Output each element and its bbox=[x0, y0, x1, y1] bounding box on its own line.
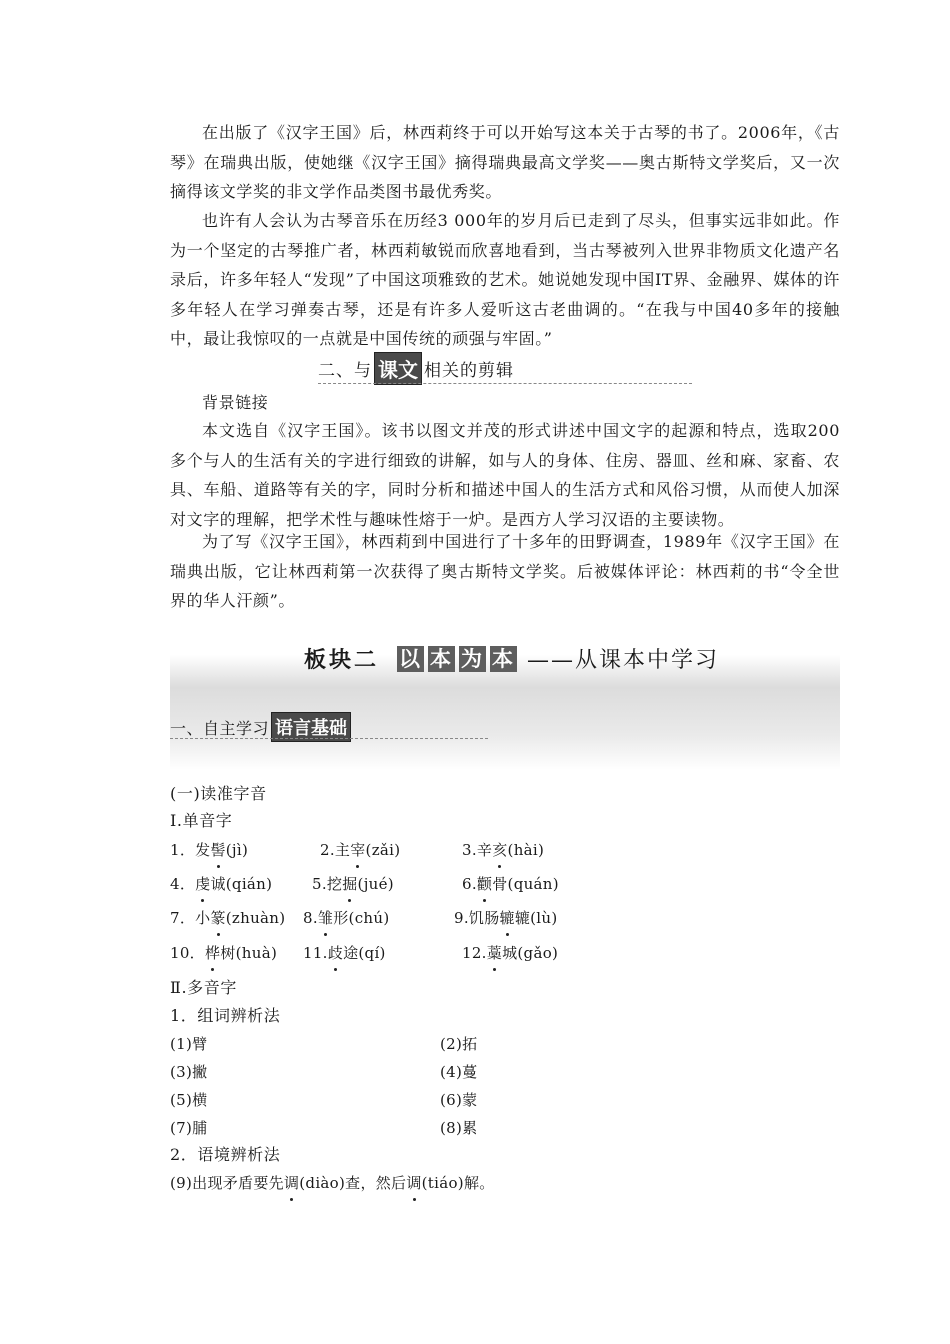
pinyin-item: 8.雏形(chú) bbox=[303, 906, 389, 930]
word-method-title: 1．组词辨析法 bbox=[170, 1006, 281, 1025]
self-study-underline bbox=[170, 738, 488, 739]
pinyin-item: 7．小篆(zhuàn) bbox=[170, 906, 285, 930]
title-chip: 本 bbox=[430, 645, 454, 671]
pinyin-item: 1．发髻(jì) bbox=[170, 838, 248, 862]
context-sentence: (9)出现矛盾要先调(diào)查，然后调(tiáo)解。 bbox=[170, 1171, 495, 1195]
block-title-rest: ——从课本中学习 bbox=[527, 648, 720, 673]
pinyin-item: 10．桦树(huà) bbox=[170, 941, 277, 965]
paragraph-guqin-publication: 在出版了《汉字王国》后，林西莉终于可以开始写这本关于古琴的书了。2006年，《古琴》在瑞典出版，使她继《汉字王国》摘得瑞典最高文学奖——奥古斯特文学奖后，又一次摘得该文学奖的非文学作品类图书最优秀奖。 bbox=[170, 123, 840, 201]
pinyin-item: 6.颧骨(quán) bbox=[462, 872, 559, 896]
multi-sound-title: Ⅱ.多音字 bbox=[170, 978, 237, 997]
pinyin-item: 12.藁城(gǎo) bbox=[462, 941, 558, 965]
section-heading-underline bbox=[318, 383, 692, 384]
title-chip: 以 bbox=[399, 645, 423, 671]
block-label: 板块二 bbox=[304, 647, 380, 673]
section-heading-related-clips bbox=[318, 352, 514, 385]
pinyin-item: 9.饥肠辘辘(lù) bbox=[454, 906, 558, 930]
pinyin-item: 4．虔诚(qián) bbox=[170, 872, 272, 896]
paragraph-guqin-tradition: 也许有人会认为古琴音乐在历经3 000年的岁月后已走到了尽头，但事实远非如此。作为一个坚定的古琴推广者，林西莉敏锐而欣喜地看到，当古琴被列入世界非物质文化遗产名录后，许多年轻人“发现”了中国这项雅致的艺术。她说她发现中国IT界、金融界、媒体的许多年轻人在学习弹奏古琴，还是有许多人爱听这古老曲调的。“在我与中国40多年的接触中，最让我惊叹的一点就是中国传统的顽强与牢固。” bbox=[170, 211, 840, 348]
context-method-title: 2．语境辨析法 bbox=[170, 1145, 281, 1164]
section-heading-prefix: 二、与 bbox=[318, 361, 372, 381]
paragraph-fieldwork: 为了写《汉字王国》，林西莉到中国进行了十多年的田野调查，1989年《汉字王国》在瑞典出版，它让林西莉第一次获得了奥古斯特文学奖。后被媒体评论：林西莉的书“令全世界的华人汗颜”。 bbox=[170, 532, 840, 610]
title-chip: 为 bbox=[461, 645, 485, 671]
block-two-title bbox=[304, 643, 719, 674]
multi-item: (8)累 bbox=[440, 1119, 478, 1137]
section-heading-suffix: 相关的剪辑 bbox=[424, 361, 514, 381]
self-study-boxed: 语言基础 bbox=[271, 712, 351, 742]
multi-item: (4)蔓 bbox=[440, 1063, 478, 1081]
paragraph-book-intro: 本文选自《汉字王国》。该书以图文并茂的形式讲述中国文字的起源和特点，选取200多个与人的生活有关的字进行细致的讲解，如与人的身体、住房、器皿、丝和麻、家畜、农具、车船、道路等有关的字，同时分析和描述中国人的生活方式和风俗习惯，从而使人加深对文字的理解，把学术性与趣味性熔于一炉。是西方人学习汉语的主要读物。 bbox=[170, 421, 840, 529]
multi-item: (6)蒙 bbox=[440, 1091, 478, 1109]
multi-item: (5)横 bbox=[170, 1091, 208, 1109]
multi-item: (1)臂 bbox=[170, 1035, 208, 1053]
pinyin-item: 11.歧途(qí) bbox=[303, 941, 386, 965]
pinyin-item: 2.主宰(zǎi) bbox=[320, 838, 400, 862]
self-study-prefix: 一、自主学习 bbox=[170, 718, 270, 738]
multi-item: (3)撇 bbox=[170, 1063, 208, 1081]
background-link-label: 背景链接 bbox=[202, 393, 269, 412]
multi-item: (7)脯 bbox=[170, 1119, 208, 1137]
single-sound-title: Ⅰ.单音字 bbox=[170, 811, 233, 830]
read-pronunciation-title: (一)读准字音 bbox=[170, 784, 267, 803]
pinyin-item: 5.挖掘(jué) bbox=[312, 872, 394, 896]
pinyin-item: 3.辛亥(hài) bbox=[462, 838, 544, 862]
multi-item: (2)拓 bbox=[440, 1035, 478, 1053]
title-chip: 本 bbox=[492, 645, 516, 671]
section-heading-boxed: 课文 bbox=[374, 352, 422, 385]
